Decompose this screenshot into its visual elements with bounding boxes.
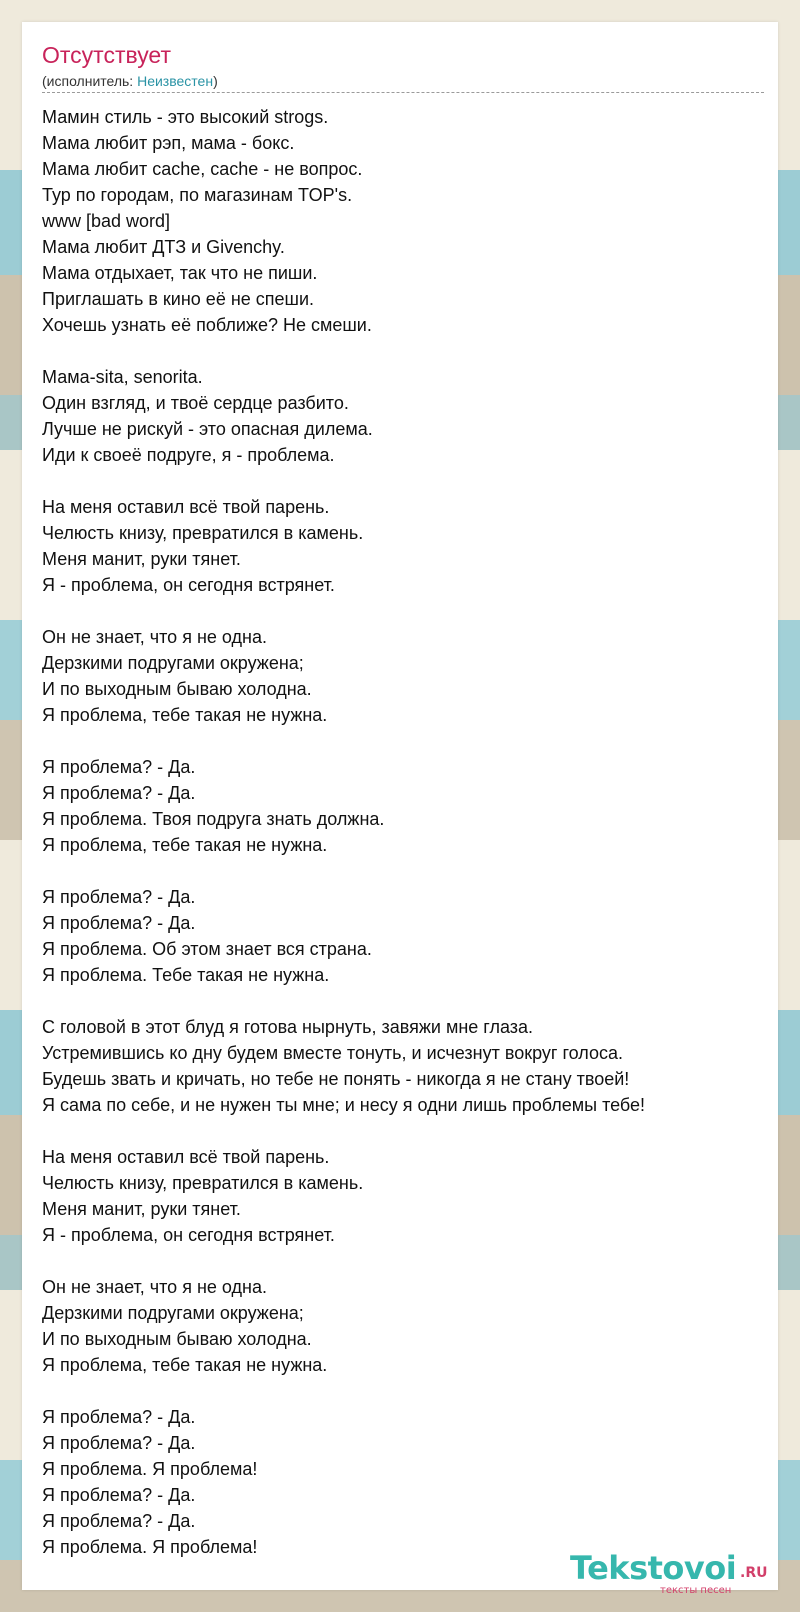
logo-domain: .RU: [740, 1565, 768, 1581]
logo-tagline: тексты песен: [660, 1585, 732, 1596]
song-lyrics: Мамин стиль - это высокий strogs. Мама любит рэп, мама - бокс. Мама любит cache, cache - не вопрос. Тур по городам, по магазинам TOP's. www [bad word] Мама любит ДТЗ и Givenchy. Мама отдыхает, так что не пиши. Приглашать в кино её не спеши. Хочешь узнать её поближе? Не смеши. Мама-sita, senorita. Один взгляд, и твоё сердце разбито. Лучше не рискуй - это опасная дилема. Иди к своеё подруге, я - проблема. На меня оставил всё твой парень. Челюсть книзу, превратился в камень. Меня манит, руки тянет. Я - проблема, он сегодня встрянет. Он не знает, что я не одна. Дерзкими подругами окружена; И по выходным бываю холодна. Я проблема, тебе такая не нужна. Я проблема? - Да. Я проблема? - Да. Я проблема. Твоя подруга знать должна. Я проблема, тебе такая не нужна. Я проблема? - Да. Я проблема? - Да. Я проблема. Об этом знает вся страна. Я проблема. Тебе такая не нужна. С головой в этот блуд я готова нырнуть, завяжи мне глаза. Устремившись ко дну будем вместе тонуть, и исчезнут вокруг голоса. Будешь звать и кричать, но тебе не понять - никогда я не стану твоей! Я сама по себе, и не нужен ты мне; и несу я одни лишь проблемы тебе! На меня оставил всё твой парень. Челюсть книзу, превратился в камень. Меня манит, руки тянет. Я - проблема, он сегодня встрянет. Он не знает, что я не одна. Дерзкими подругами окружена; И по выходным бываю холодна. Я проблема, тебе такая не нужна. Я проблема? - Да. Я проблема? - Да. Я проблема. Я проблема! Я проблема? - Да. Я проблема? - Да. Я проблема. Я проблема!: [42, 107, 646, 1557]
lyrics-page: [22, 22, 778, 1596]
artist-suffix: ): [213, 73, 218, 89]
song-title: Отсутствует: [42, 42, 171, 68]
artist-prefix: (исполнитель:: [42, 73, 138, 89]
logo-wordmark: Tekstovoi: [570, 1549, 737, 1587]
artist-link[interactable]: Неизвестен: [137, 73, 214, 89]
artist-line: [42, 73, 218, 90]
title-divider: [42, 92, 764, 93]
site-logo[interactable]: [570, 1549, 770, 1600]
